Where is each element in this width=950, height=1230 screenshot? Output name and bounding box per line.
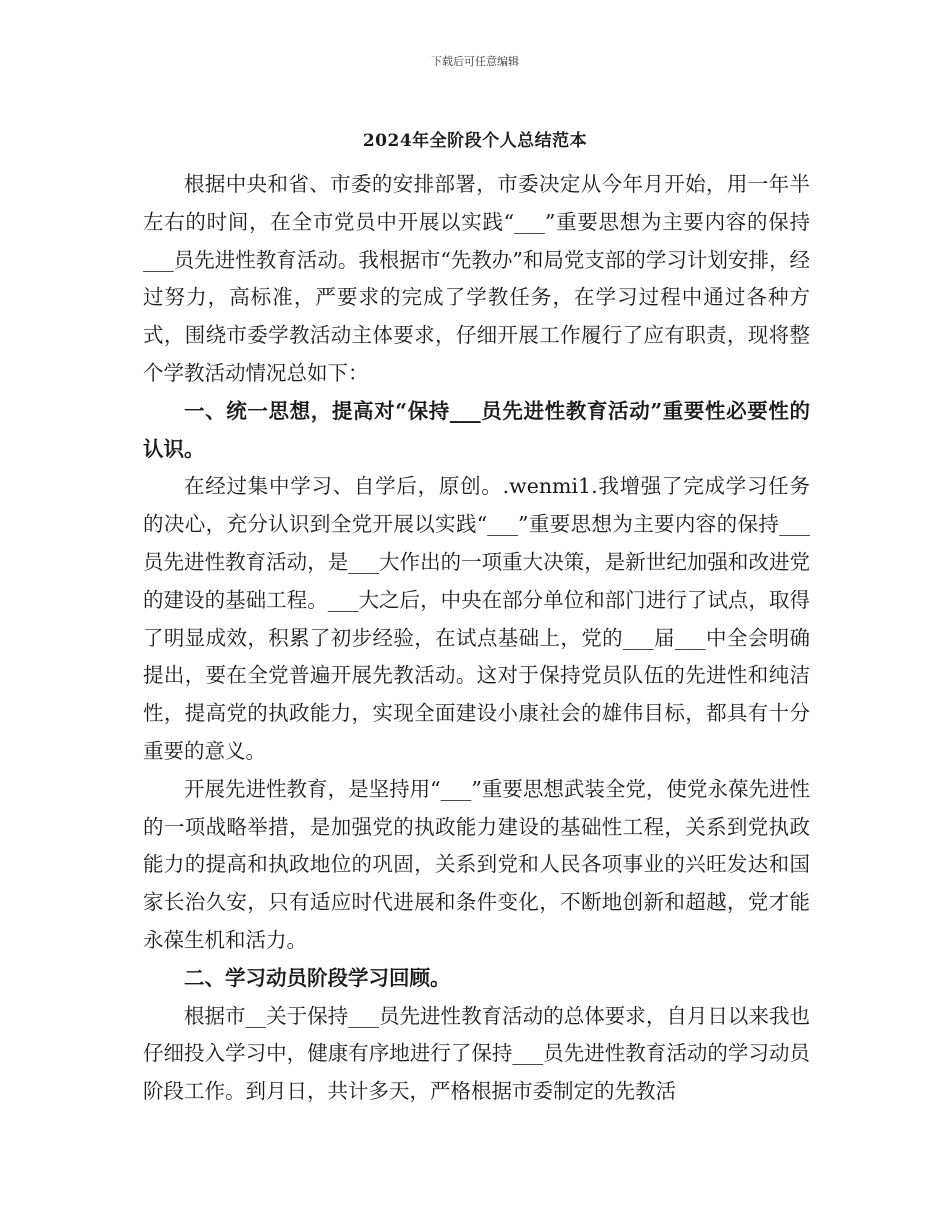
paragraph-intro: 根据中央和省、市委的安排部署，市委决定从今年月开始，用一年半左右的时间，在全市党员中开展以实践“___”重要思想为主要内容的保持___员先进性教育活动。我根据市“先教办”和局党支部的学习计划安排，经过努力，高标准，严要求的完成了学教任务，在学习过程中通过各种方式，围绕市委学教活动主体要求，仔细开展工作履行了应有职责，现将整个学教活动情况总如下： <box>143 172 810 385</box>
paragraph-study-2: 开展先进性教育，是坚持用“___”重要思想武装全党，使党永葆先进性的一项战略举措，是加强党的执政能力建设的基础性工程，关系到党执政能力的提高和执政地位的巩固，关系到党和人民各项事业的兴旺发达和国家长治久安，只有适应时代进展和条件变化，不断地创新和超越，党才能永葆生机和活力。 <box>143 776 810 952</box>
section-heading-1: 一、统一思想，提高对“保持___员先进性教育活动”重要性必要性的认识。 <box>143 398 810 461</box>
document-body <box>143 166 810 1111</box>
document-title: 2024年全阶段个人总结范本 <box>362 131 588 151</box>
paragraph-review: 根据市__关于保持___员先进性教育活动的总体要求，自月日以来我也仔细投入学习中，健康有序地进行了保持___员先进性教育活动的学习动员阶段工作。到月日，共计多天，严格根据市委制定的先教活 <box>143 1003 810 1104</box>
header-note: 下载后可任意编辑 <box>431 55 519 68</box>
section-heading-2: 二、学习动员阶段学习回顾。 <box>184 965 451 990</box>
paragraph-study-1: 在经过集中学习、自学后，原创。.wenmi1.我增强了完成学习任务的决心，充分认识到全党开展以实践“___”重要思想为主要内容的保持___员先进性教育活动，是___大作出的一项重大决策，是新世纪加强和改进党的建设的基础工程。___大之后，中央在部分单位和部门进行了试点，取得了明显成效，积累了初步经验，在试点基础上，党的___届___中全会明确提出，要在全党普遍开展先教活动。这对于保持党员队伍的先进性和纯洁性，提高党的执政能力，实现全面建设小康社会的雄伟目标，都具有十分重要的意义。 <box>143 474 810 763</box>
